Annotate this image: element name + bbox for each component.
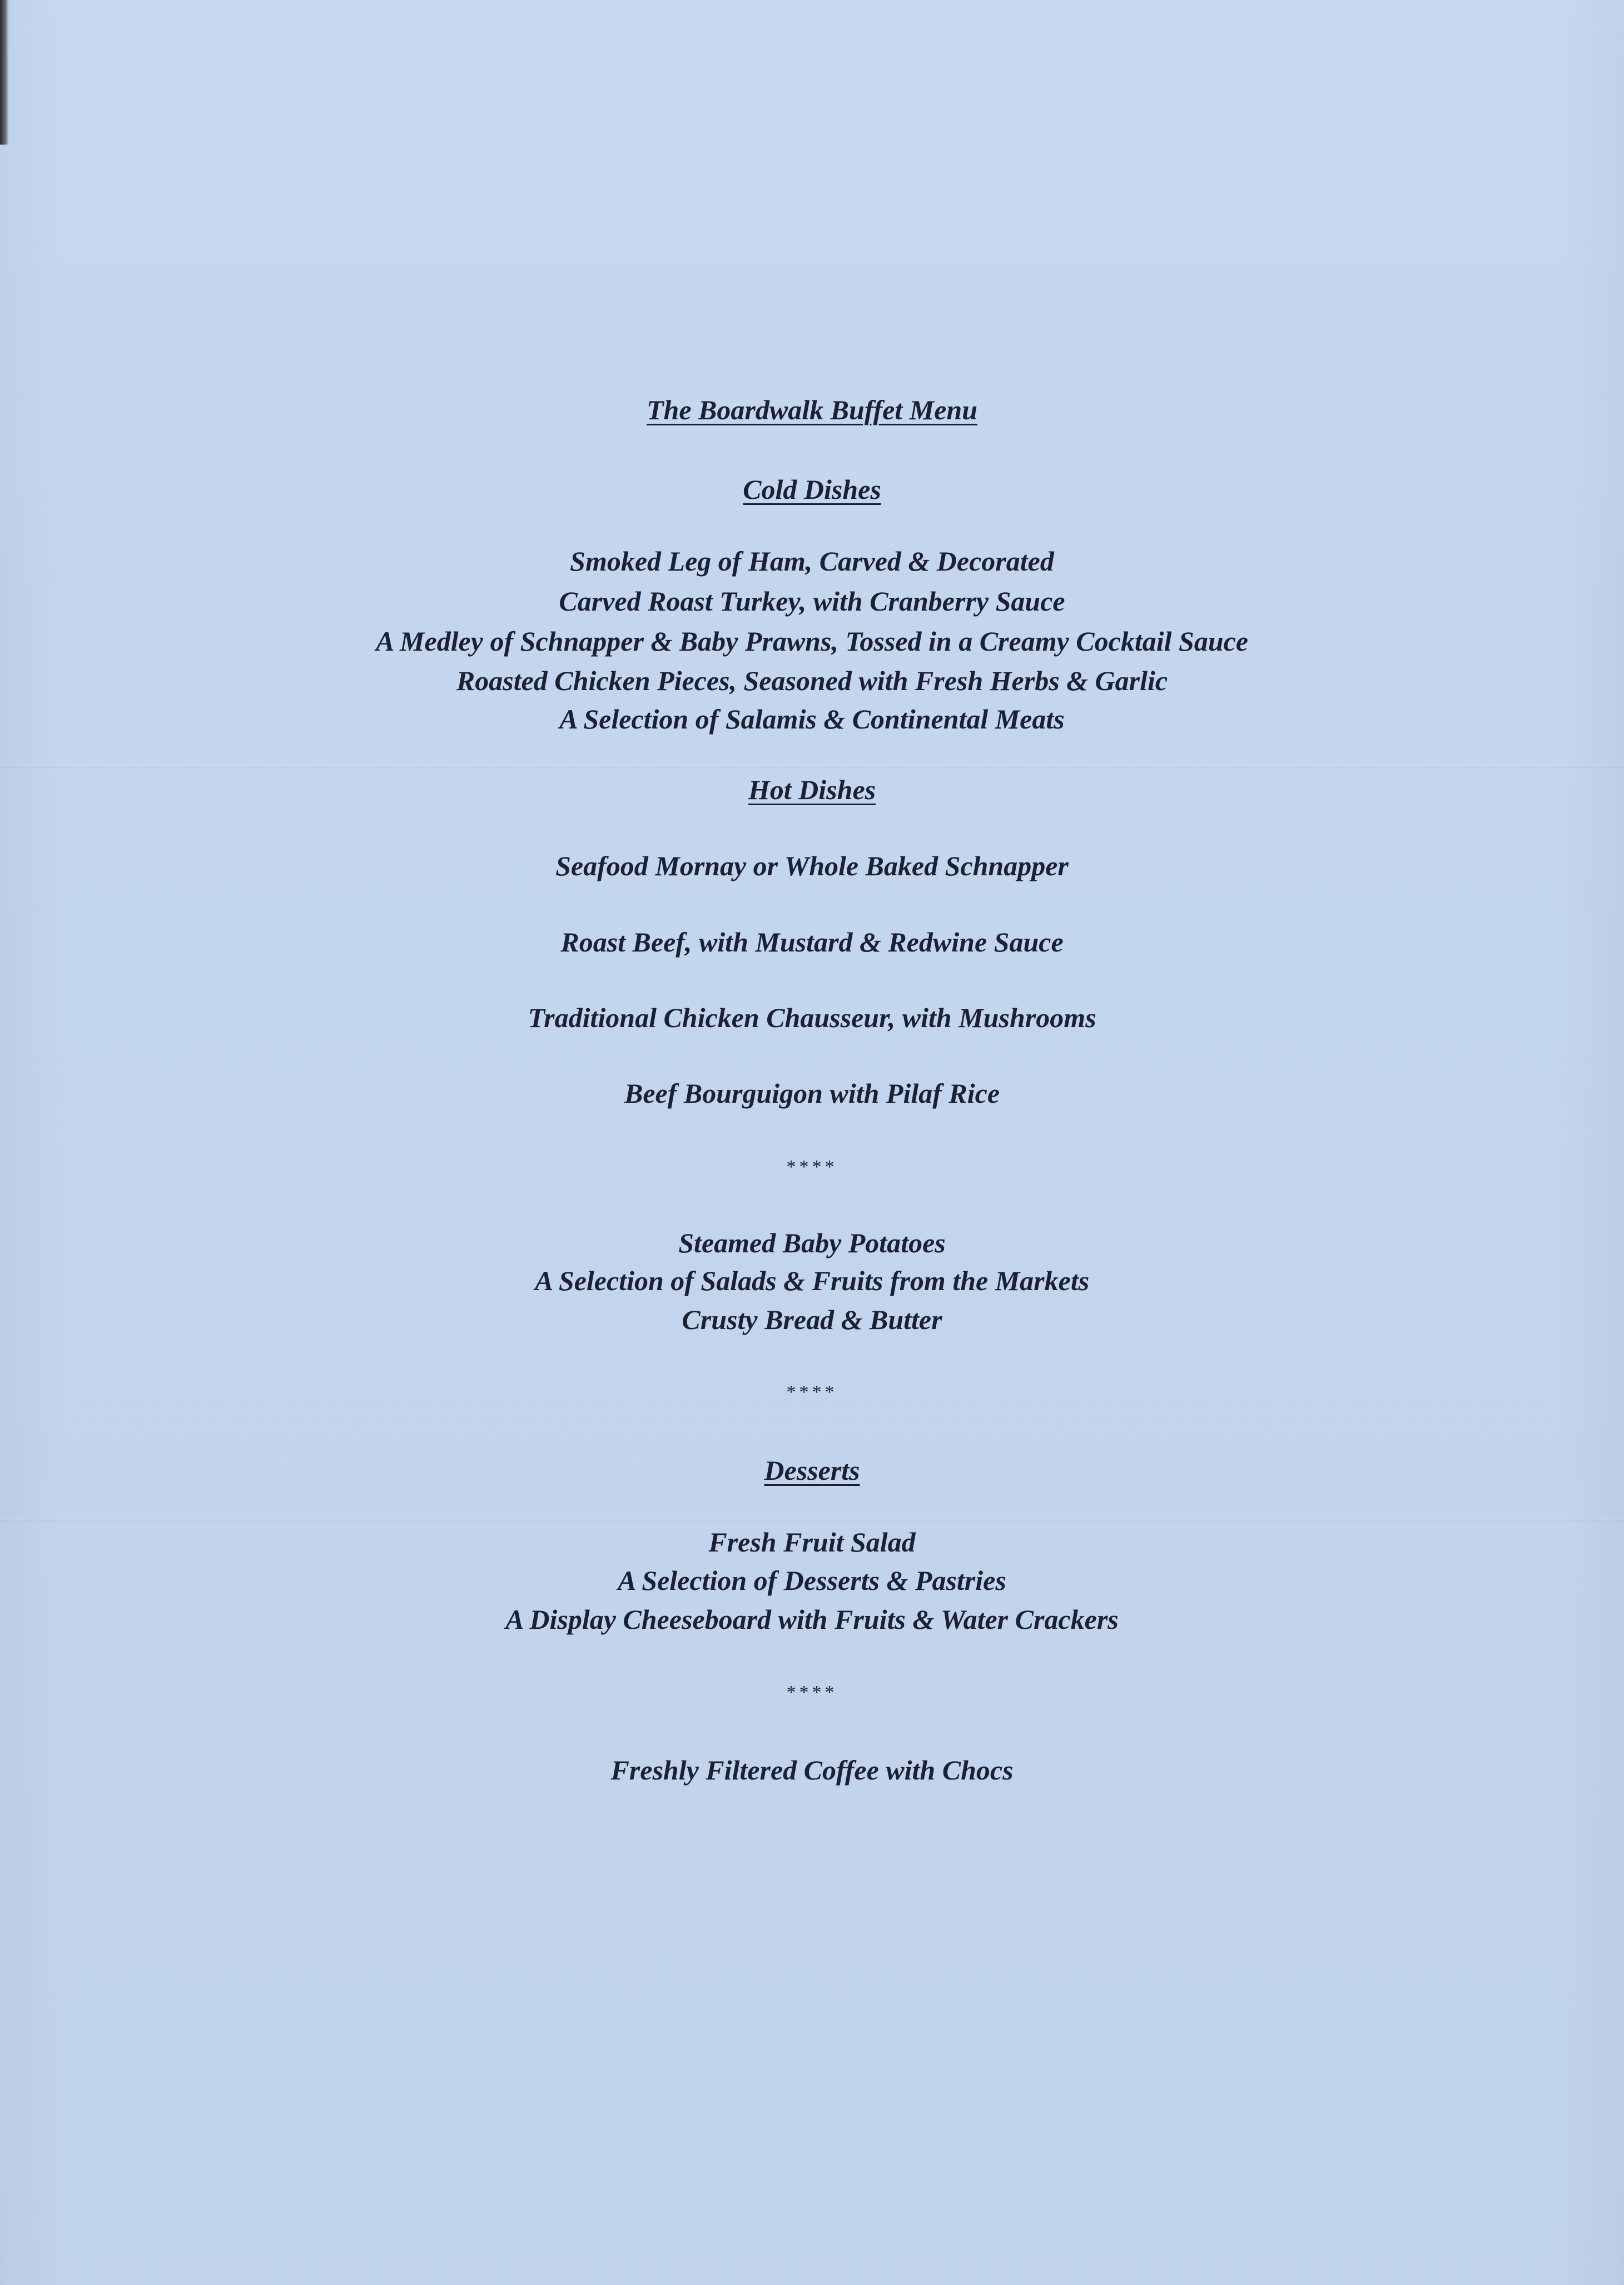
menu-item: Steamed Baby Potatoes [678, 1227, 946, 1258]
menu-item: Crusty Bread & Butter [682, 1304, 942, 1335]
menu-item: A Selection of Salads & Fruits from the Markets [534, 1265, 1090, 1296]
menu-item: Roasted Chicken Pieces, Seasoned with Fresh Herbs & Garlic [456, 665, 1168, 696]
paper-fold-line [0, 1518, 1624, 1521]
paper-fold-line [0, 765, 1624, 768]
menu-item: A Display Cheeseboard with Fruits & Water Crackers [505, 1604, 1119, 1635]
section-heading-desserts: Desserts [764, 1455, 860, 1486]
menu-title: The Boardwalk Buffet Menu [647, 394, 977, 425]
menu-item: Seafood Mornay or Whole Baked Schnapper [555, 850, 1069, 881]
menu-item: Carved Roast Turkey, with Cranberry Sauce [559, 586, 1065, 617]
separator-stars: **** [786, 1382, 838, 1402]
menu-item: Roast Beef, with Mustard & Redwine Sauce [560, 926, 1064, 958]
menu-item: Smoked Leg of Ham, Carved & Decorated [570, 546, 1054, 577]
menu-item: A Medley of Schnapper & Baby Prawns, Tossed in a Creamy Cocktail Sauce [375, 626, 1249, 657]
separator-stars: **** [786, 1157, 838, 1177]
menu-item: Fresh Fruit Salad [708, 1526, 916, 1558]
section-heading-hot-dishes: Hot Dishes [748, 774, 876, 805]
separator-stars: **** [786, 1682, 838, 1703]
menu-item: A Selection of Salamis & Continental Meats [559, 703, 1065, 735]
page-edge-shadow [0, 0, 9, 145]
menu-item-coffee: Freshly Filtered Coffee with Chocs [610, 1754, 1014, 1786]
menu-item: Beef Bourguigon with Pilaf Rice [624, 1078, 1000, 1109]
menu-item: A Selection of Desserts & Pastries [618, 1565, 1006, 1596]
section-heading-cold-dishes: Cold Dishes [743, 474, 881, 505]
menu-item: Traditional Chicken Chausseur, with Mushrooms [528, 1002, 1096, 1033]
